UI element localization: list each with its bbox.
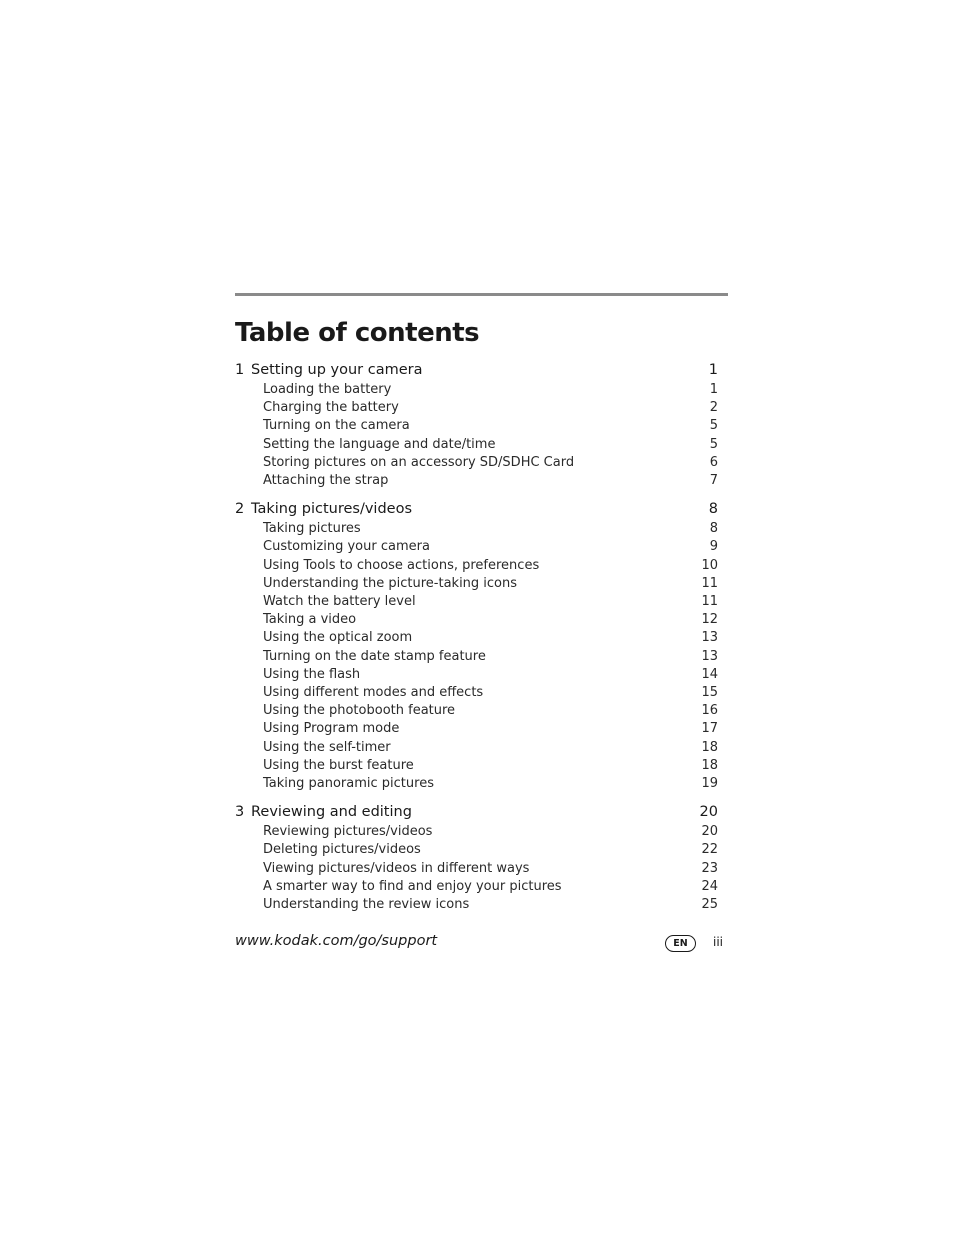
toc-chapter — [235, 499, 718, 793]
section-page-number: 22 — [701, 842, 718, 858]
chapter-page-number: 1 — [708, 362, 718, 378]
section-page-number: 19 — [701, 776, 718, 792]
section-page-number: 17 — [701, 721, 718, 737]
toc-section-entry[interactable] — [235, 666, 718, 684]
toc-section-entry[interactable] — [235, 860, 718, 878]
section-title: Taking panoramic pictures — [263, 776, 434, 792]
section-title: A smarter way to find and enjoy your pictures — [263, 878, 562, 894]
section-title: Understanding the picture-taking icons — [263, 575, 518, 591]
toc-section-entry[interactable] — [235, 823, 718, 841]
toc-section-entry[interactable] — [235, 878, 718, 896]
toc-section-entry[interactable] — [235, 648, 718, 666]
chapter-title: Taking pictures/videos — [251, 501, 413, 518]
toc-section-entry[interactable] — [235, 593, 718, 611]
section-title: Using the flash — [263, 666, 361, 682]
section-title: Using the self-timer — [263, 739, 391, 755]
toc-chapter-entry[interactable] — [235, 499, 718, 520]
section-title: Loading the battery — [263, 382, 392, 397]
section-page-number: 18 — [701, 757, 718, 773]
section-title: Taking a video — [263, 612, 357, 628]
toc-section-entry[interactable] — [235, 520, 718, 538]
toc-section-entry[interactable] — [235, 720, 718, 738]
toc-chapter-entry[interactable] — [235, 802, 718, 823]
section-title: Using different modes and effects — [263, 685, 484, 701]
chapter-number: 3 — [235, 804, 245, 821]
support-url-link[interactable]: www.kodak.com/go/support — [235, 933, 438, 949]
table-of-contents — [235, 360, 718, 914]
toc-section-entry[interactable] — [235, 399, 718, 417]
section-page-number: 13 — [701, 648, 718, 664]
section-page-number: 1 — [709, 382, 718, 397]
section-page-number: 23 — [701, 860, 718, 876]
section-title: Using the photobooth feature — [263, 703, 456, 719]
document-page — [235, 293, 728, 923]
section-page-number: 5 — [709, 418, 718, 434]
section-page-number: 24 — [701, 878, 718, 894]
toc-section-entry[interactable] — [235, 611, 718, 629]
section-page-number: 2 — [709, 400, 718, 416]
section-title: Turning on the camera — [263, 418, 410, 434]
section-page-number: 11 — [701, 594, 718, 610]
chapter-title: Setting up your camera — [251, 362, 423, 378]
section-title: Using Tools to choose actions, preferences — [263, 557, 540, 573]
section-page-number: 20 — [701, 824, 718, 840]
toc-section-entry[interactable] — [235, 417, 718, 435]
toc-section-entry[interactable] — [235, 557, 718, 575]
section-page-number: 7 — [709, 473, 718, 489]
section-page-number: 12 — [701, 612, 718, 628]
section-title: Understanding the review icons — [263, 897, 470, 913]
section-page-number: 15 — [701, 685, 718, 701]
toc-section-entry[interactable] — [235, 629, 718, 647]
section-page-number: 6 — [709, 454, 718, 470]
chapter-number: 2 — [235, 501, 245, 518]
page-number: iii — [713, 935, 724, 949]
toc-section-entry[interactable] — [235, 538, 718, 556]
toc-section-entry[interactable] — [235, 684, 718, 702]
section-page-number: 9 — [709, 539, 718, 555]
section-page-number: 8 — [709, 521, 718, 537]
toc-section-entry[interactable] — [235, 775, 718, 793]
section-title: Attaching the strap — [263, 473, 389, 489]
toc-section-entry[interactable] — [235, 575, 718, 593]
section-title: Using the burst feature — [263, 757, 414, 773]
section-title: Deleting pictures/videos — [263, 842, 421, 858]
toc-section-entry[interactable] — [235, 739, 718, 757]
section-page-number: 13 — [701, 630, 718, 646]
page-footer — [235, 930, 728, 954]
toc-section-entry[interactable] — [235, 757, 718, 775]
section-title: Customizing your camera — [263, 539, 430, 555]
section-title: Using the optical zoom — [263, 630, 413, 646]
section-title: Reviewing pictures/videos — [263, 824, 433, 840]
toc-section-entry[interactable] — [235, 472, 718, 490]
section-title: Watch the battery level — [263, 594, 416, 610]
toc-section-entry[interactable] — [235, 896, 718, 914]
section-title: Taking pictures — [263, 521, 361, 537]
section-page-number: 11 — [701, 575, 718, 591]
top-rule — [235, 293, 728, 296]
toc-chapter-entry[interactable] — [235, 360, 718, 381]
section-title: Viewing pictures/videos in different ways — [263, 860, 530, 876]
section-page-number: 18 — [701, 739, 718, 755]
section-page-number: 14 — [701, 666, 718, 682]
section-page-number: 10 — [701, 557, 718, 573]
chapter-title: Reviewing and editing — [251, 804, 412, 821]
section-title: Turning on the date stamp feature — [263, 648, 486, 664]
section-title: Charging the battery — [263, 400, 399, 416]
toc-section-entry[interactable] — [235, 436, 718, 454]
section-title: Storing pictures on an accessory SD/SDHC Card — [263, 454, 575, 470]
chapter-page-number: 20 — [699, 804, 718, 821]
toc-section-entry[interactable] — [235, 702, 718, 720]
toc-chapter — [235, 360, 718, 490]
language-badge: EN — [665, 935, 696, 952]
section-title: Setting the language and date/time — [263, 436, 496, 452]
section-page-number: 25 — [701, 897, 718, 913]
section-page-number: 5 — [709, 436, 718, 452]
toc-section-entry[interactable] — [235, 841, 718, 859]
toc-section-entry[interactable] — [235, 381, 718, 399]
section-title: Using Program mode — [263, 721, 400, 737]
toc-chapter — [235, 802, 718, 914]
chapter-number: 1 — [235, 362, 245, 378]
chapter-page-number: 8 — [708, 501, 718, 518]
section-page-number: 16 — [701, 703, 718, 719]
page-title: Table of contents — [235, 318, 480, 348]
toc-section-entry[interactable] — [235, 454, 718, 472]
